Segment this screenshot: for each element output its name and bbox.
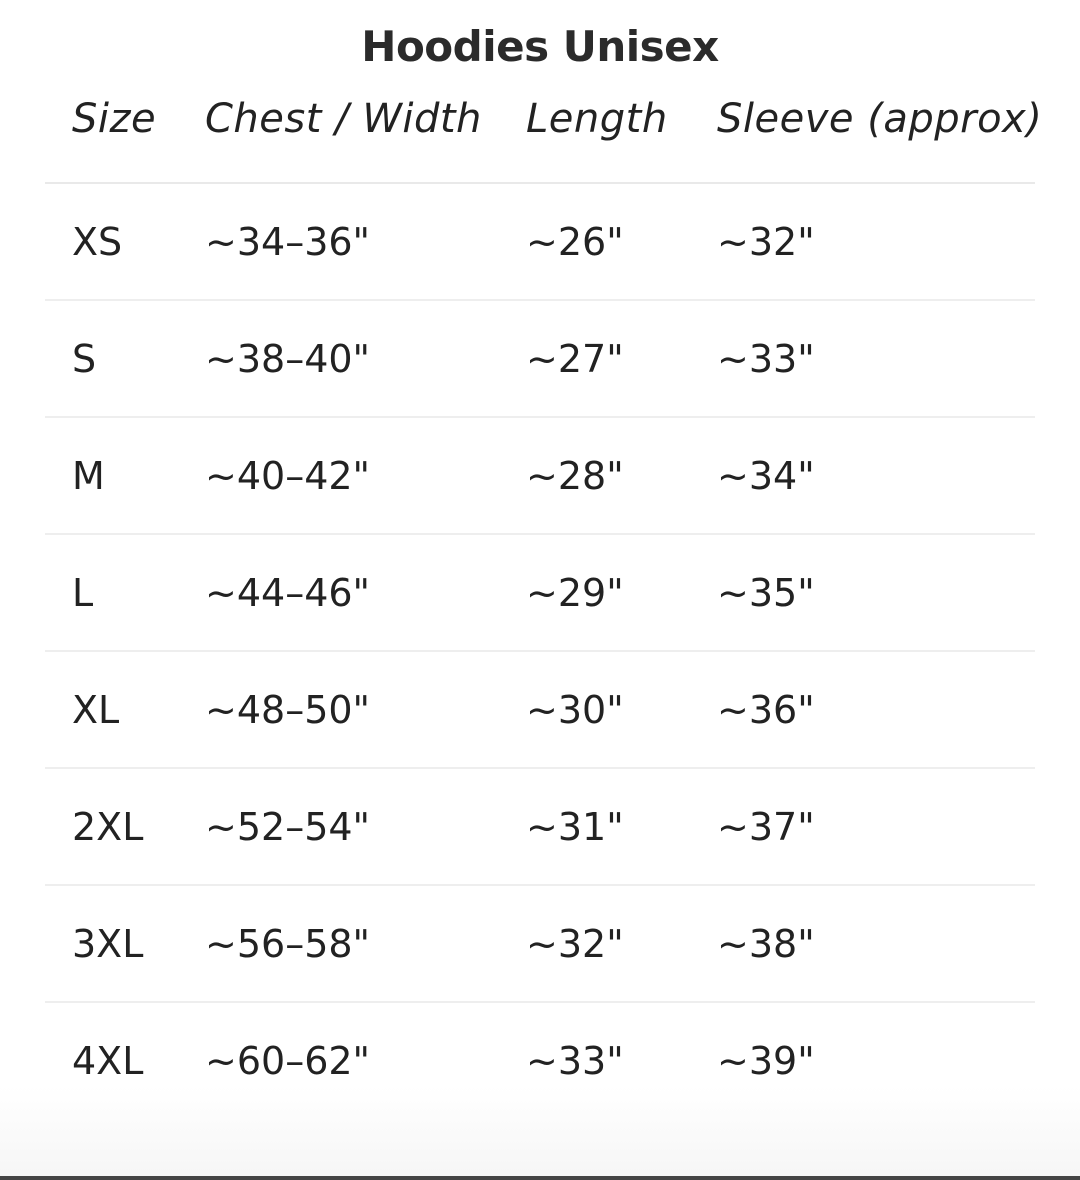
table-row	[45, 769, 1035, 886]
length-cell: ~27"	[526, 337, 624, 381]
size-cell: 4XL	[72, 1039, 144, 1083]
table-header-row	[0, 96, 1080, 160]
size-cell: M	[72, 454, 105, 498]
table-row	[45, 184, 1035, 301]
chest-cell: ~44–46"	[205, 571, 371, 615]
header-chest-width: Chest / Width	[205, 96, 482, 142]
chest-cell: ~52–54"	[205, 805, 371, 849]
size-cell: L	[72, 571, 94, 615]
sleeve-cell: ~32"	[717, 220, 815, 264]
sleeve-cell: ~39"	[717, 1039, 815, 1083]
chest-cell: ~60–62"	[205, 1039, 371, 1083]
length-cell: ~29"	[526, 571, 624, 615]
chest-cell: ~34–36"	[205, 220, 371, 264]
header-size: Size	[72, 96, 157, 142]
size-table	[45, 182, 1035, 1118]
header-sleeve: Sleeve (approx)	[717, 96, 1043, 142]
bottom-edge-bar	[0, 1176, 1080, 1180]
chest-cell: ~40–42"	[205, 454, 371, 498]
size-cell: S	[72, 337, 97, 381]
table-row	[45, 535, 1035, 652]
sleeve-cell: ~37"	[717, 805, 815, 849]
chest-cell: ~56–58"	[205, 922, 371, 966]
sleeve-cell: ~35"	[717, 571, 815, 615]
size-cell: 2XL	[72, 805, 144, 849]
chest-cell: ~48–50"	[205, 688, 371, 732]
bottom-fade	[0, 1086, 1080, 1176]
sleeve-cell: ~36"	[717, 688, 815, 732]
length-cell: ~26"	[526, 220, 624, 264]
size-cell: 3XL	[72, 922, 144, 966]
header-length: Length	[526, 96, 668, 142]
length-cell: ~33"	[526, 1039, 624, 1083]
table-row	[45, 418, 1035, 535]
size-cell: XL	[72, 688, 120, 732]
sleeve-cell: ~38"	[717, 922, 815, 966]
page-title: Hoodies Unisex	[361, 22, 719, 71]
length-cell: ~31"	[526, 805, 624, 849]
chest-cell: ~38–40"	[205, 337, 371, 381]
table-row	[45, 886, 1035, 1003]
sleeve-cell: ~33"	[717, 337, 815, 381]
sleeve-cell: ~34"	[717, 454, 815, 498]
length-cell: ~30"	[526, 688, 624, 732]
length-cell: ~28"	[526, 454, 624, 498]
size-cell: XS	[72, 220, 123, 264]
table-row	[45, 301, 1035, 418]
table-row	[45, 652, 1035, 769]
length-cell: ~32"	[526, 922, 624, 966]
